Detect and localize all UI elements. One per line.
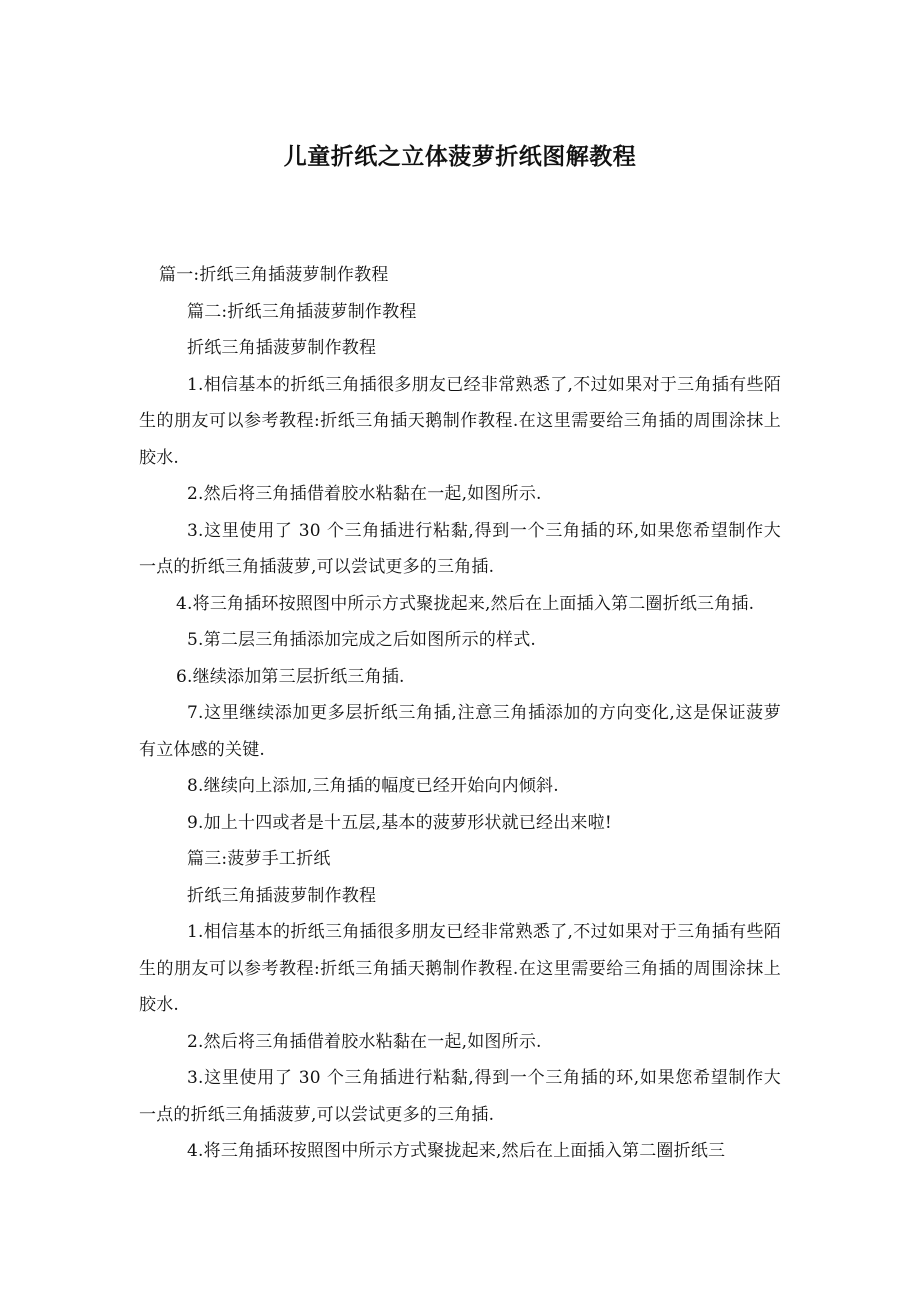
- paragraph-part-three-heading: 篇三:菠萝手工折纸: [187, 849, 331, 869]
- paragraph-step-3-repeat: 3.这里使用了 30 个三角插进行粘黏,得到一个三角插的环,如果您希望制作大一点的折纸三角插菠萝,可以尝试更多的三角插.: [139, 1068, 781, 1125]
- paragraph-subtitle-2: 折纸三角插菠萝制作教程: [187, 885, 377, 906]
- paragraph-step-1: 1.相信基本的折纸三角插很多朋友已经非常熟悉了,不过如果对于三角插有些陌生的朋友可以参考教程:折纸三角插天鹅制作教程.在这里需要给三角插的周围涂抹上胶水.: [139, 374, 781, 468]
- paragraph-subtitle: 折纸三角插菠萝制作教程: [187, 338, 377, 358]
- paragraph-step-9: 9.加上十四或者是十五层,基本的菠萝形状就已经出来啦!: [187, 812, 612, 833]
- paragraph-part-one-heading: 篇一:折纸三角插菠萝制作教程: [159, 265, 389, 285]
- paragraph-step-4: 4.将三角插环按照图中所示方式聚拢起来,然后在上面插入第二圈折纸三角插.: [176, 593, 755, 614]
- paragraph-step-1-repeat: 1.相信基本的折纸三角插很多朋友已经非常熟悉了,不过如果对于三角插有些陌生的朋友可以参考教程:折纸三角插天鹅制作教程.在这里需要给三角插的周围涂抹上胶水.: [139, 922, 781, 1015]
- document-title: 儿童折纸之立体菠萝折纸图解教程: [283, 143, 637, 170]
- paragraph-step-4-repeat: 4.将三角插环按照图中所示方式聚拢起来,然后在上面插入第二圈折纸三: [187, 1141, 726, 1161]
- paragraph-step-3: 3.这里使用了 30 个三角插进行粘黏,得到一个三角插的环,如果您希望制作大一点的折纸三角插菠萝,可以尝试更多的三角插.: [139, 520, 781, 577]
- paragraph-step-2: 2.然后将三角插借着胶水粘黏在一起,如图所示.: [187, 484, 542, 504]
- document-body: [139, 257, 781, 1170]
- paragraph-step-5: 5.第二层三角插添加完成之后如图所示的样式.: [187, 630, 537, 650]
- paragraph-step-2-repeat: 2.然后将三角插借着胶水粘黏在一起,如图所示.: [187, 1031, 542, 1052]
- paragraph-part-two-heading: 篇二:折纸三角插菠萝制作教程: [187, 301, 417, 322]
- paragraph-step-6: 6.继续添加第三层折纸三角插.: [176, 666, 405, 687]
- paragraph-step-8: 8.继续向上添加,三角插的幅度已经开始向内倾斜.: [187, 776, 559, 796]
- paragraph-step-7: 7.这里继续添加更多层折纸三角插,注意三角插添加的方向变化,这是保证菠萝有立体感的关键.: [139, 703, 781, 760]
